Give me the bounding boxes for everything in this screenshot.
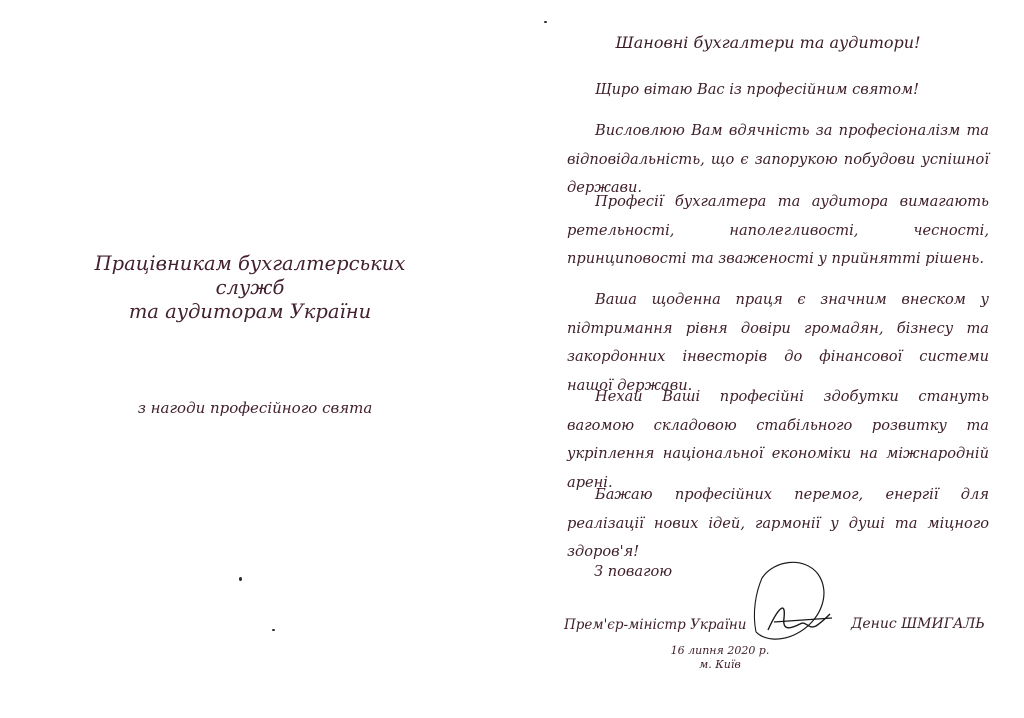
paper-speck — [544, 21, 547, 23]
signatory-title: Прем'єр-міністр України — [564, 617, 747, 633]
signature-image — [734, 556, 844, 646]
letter-paragraph: Висловлюю Вам вдячність за професіоналізм та відповідальність, що є запорукою побудови успішної держави. — [567, 122, 989, 196]
addressee-heading — [80, 252, 420, 324]
letter-paragraph: Щиро вітаю Вас із професійним святом! — [595, 81, 920, 98]
letter-city: м. Київ — [699, 658, 741, 671]
letter-date: 16 липня 2020 р. — [670, 644, 770, 657]
letter-paragraph: Професії бухгалтера та аудитора вимагають ретельності, наполегливості, чесності, принциповості та зваженості у прийнятті рішень. — [567, 193, 989, 267]
occasion-text: з нагоди професійного свята — [137, 399, 373, 417]
paper-speck — [239, 577, 242, 581]
letter-paragraph: Бажаю професійних перемог, енергії для реалізації нових ідей, гармонії у душі та міцного здоров'я! — [567, 486, 989, 560]
letter-paragraph: Нехай Ваші професійні здобутки стануть вагомою складовою стабільного розвитку та укріплення національної економіки на міжнародній арені. — [567, 388, 989, 491]
addressee-line-1: Працівникам бухгалтерських служб — [94, 252, 406, 299]
paper-speck — [272, 629, 275, 631]
closing-text: З повагою — [594, 563, 673, 580]
signatory-name: Денис ШМИГАЛЬ — [851, 616, 985, 632]
right-page — [512, 0, 1024, 718]
addressee-line-2: та аудиторам України — [128, 300, 372, 323]
letter-paragraph: Ваша щоденна праця є значним внеском у підтримання рівня довіри громадян, бізнесу та закордонних інвесторів до фінансової системи нашої держави. — [567, 291, 989, 394]
salutation: Шановні бухгалтери та аудитори! — [615, 33, 921, 52]
